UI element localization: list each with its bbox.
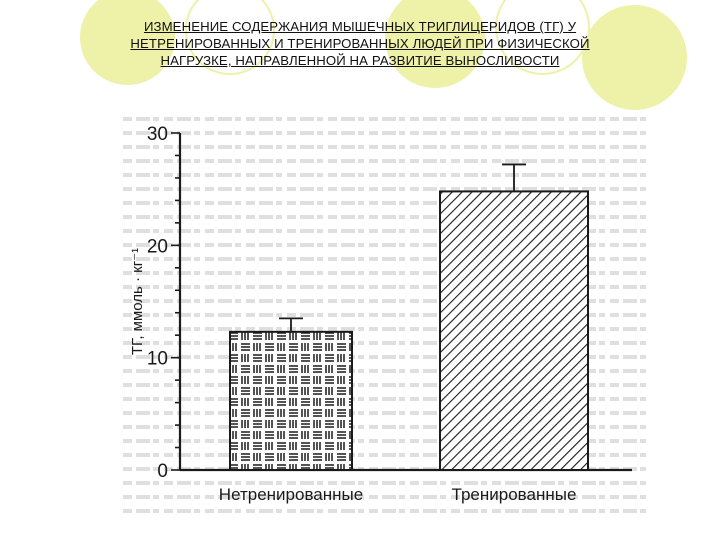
y-tick-label: 20 xyxy=(146,236,168,258)
y-tick-label: 0 xyxy=(157,461,168,482)
x-tick-label-1: Нетренированные xyxy=(218,485,364,504)
slide-title-line-1: ИЗМЕНЕНИЕ СОДЕРЖАНИЯ МЫШЕЧНЫХ ТРИГЛИЦЕРИДОВ (ТГ) У xyxy=(143,19,577,34)
y-axis-label: ТГ, ммоль · кг⁻¹ xyxy=(129,247,146,356)
bar-1 xyxy=(230,332,352,470)
slide-title-line-2: НЕТРЕНИРОВАННЫХ И ТРЕНИРОВАННЫХ ЛЮДЕЙ ПРИ ФИЗИЧЕСКОЙ xyxy=(130,36,590,51)
y-tick-label: 10 xyxy=(146,348,168,370)
y-tick-label: 30 xyxy=(146,124,168,145)
bar-2 xyxy=(440,191,588,470)
x-tick-label-2: Тренированные xyxy=(451,485,577,504)
slide-title-line-3: НАГРУЗКЕ, НАПРАВЛЕННОЙ НА РАЗВИТИЕ ВЫНОСЛИВОСТИ xyxy=(160,53,560,68)
